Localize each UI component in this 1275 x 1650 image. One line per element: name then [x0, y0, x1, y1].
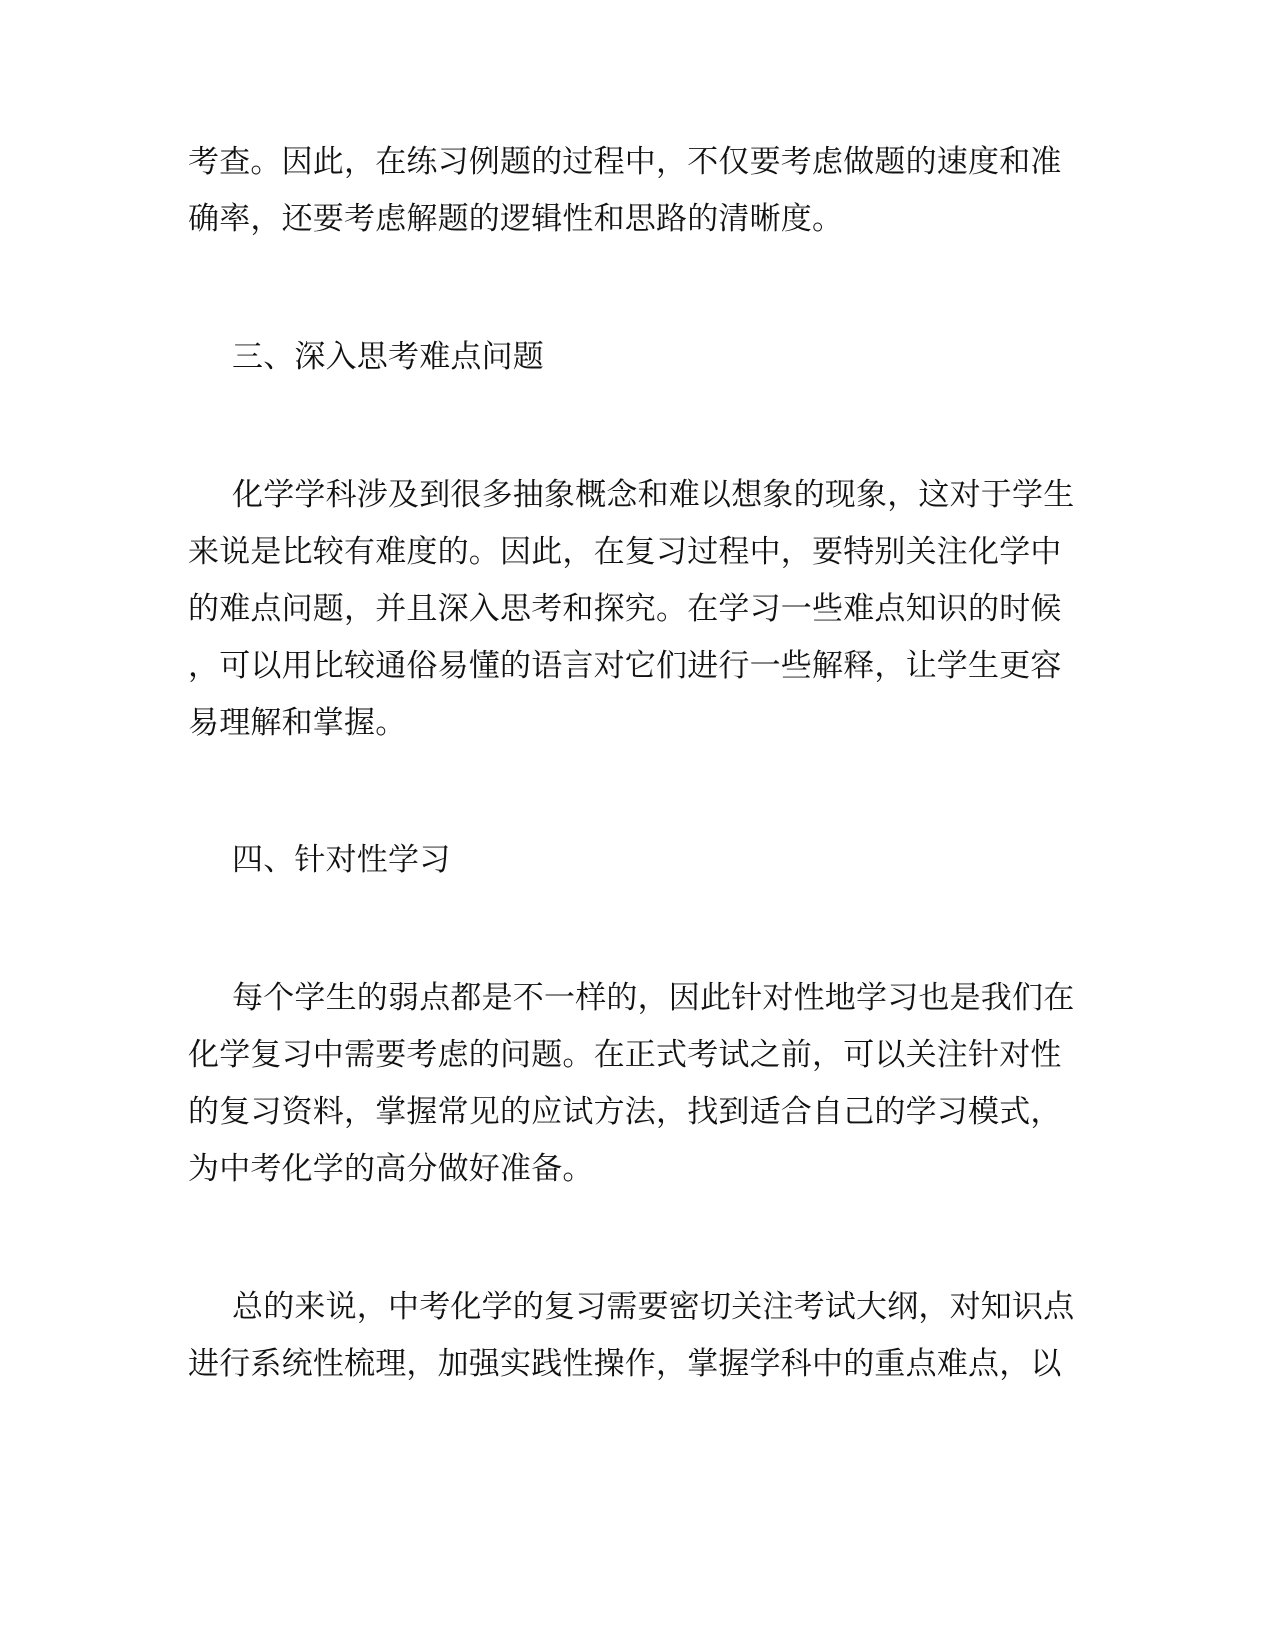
section-heading: 四、针对性学习	[232, 842, 451, 878]
paragraph-line: 总的来说，中考化学的复习需要密切关注考试大纲，对知识点	[232, 1289, 1075, 1325]
paragraph-line: 来说是比较有难度的。因此，在复习过程中，要特别关注化学中	[188, 534, 1062, 570]
paragraph-line: 化学复习中需要考虑的问题。在正式考试之前，可以关注针对性	[188, 1037, 1062, 1073]
paragraph-line: 进行系统性梳理，加强实践性操作，掌握学科中的重点难点，以	[188, 1346, 1062, 1382]
paragraph-line: 化学学科涉及到很多抽象概念和难以想象的现象，这对于学生	[232, 477, 1075, 513]
section-heading: 三、深入思考难点问题	[232, 339, 544, 375]
paragraph-line: 确率，还要考虑解题的逻辑性和思路的清晰度。	[188, 201, 844, 237]
paragraph-line: 的难点问题，并且深入思考和探究。在学习一些难点知识的时候	[188, 591, 1062, 627]
paragraph-line: 为中考化学的高分做好准备。	[188, 1151, 594, 1187]
paragraph-line: 考查。因此，在练习例题的过程中，不仅要考虑做题的速度和准	[188, 144, 1062, 180]
paragraph-line: 每个学生的弱点都是不一样的，因此针对性地学习也是我们在	[232, 980, 1075, 1016]
paragraph-line: ，可以用比较通俗易懂的语言对它们进行一些解释，让学生更容	[188, 648, 1062, 684]
paragraph-line: 易理解和掌握。	[188, 705, 407, 741]
paragraph-line: 的复习资料，掌握常见的应试方法，找到适合自己的学习模式，	[188, 1094, 1062, 1130]
